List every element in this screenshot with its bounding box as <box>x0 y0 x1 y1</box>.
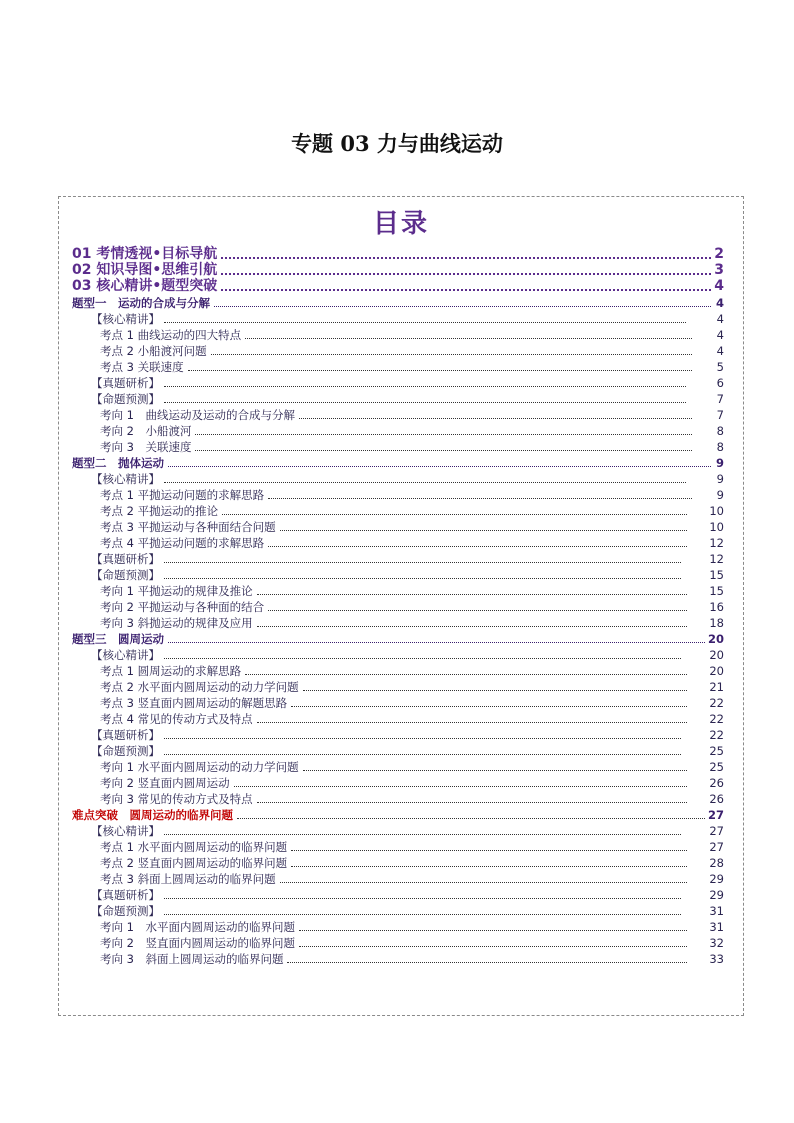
toc-entry-page: 16 <box>709 600 724 614</box>
toc-entry-label: 考向 2 竖直面内圆周运动的临界问题 <box>100 936 295 950</box>
toc-entry[interactable] <box>72 742 724 758</box>
toc-entry-label: 考点 2 水平面内圆周运动的动力学问题 <box>100 680 299 694</box>
toc-entry-page: 7 <box>716 392 724 406</box>
toc-entry[interactable] <box>72 342 724 358</box>
toc-entry-label: 考点 1 圆周运动的求解思路 <box>100 664 242 678</box>
toc-dot-leader <box>211 354 692 355</box>
toc-entry-label: 考点 2 小船渡河问题 <box>100 344 207 358</box>
toc-entry-label: 考向 3 斜抛运动的规律及应用 <box>100 616 253 630</box>
toc-entry-page: 27 <box>709 824 724 838</box>
toc-entry-page: 31 <box>709 920 724 934</box>
toc-entry-label: 题型一 运动的合成与分解 <box>72 296 210 310</box>
toc-entry[interactable] <box>72 598 724 614</box>
toc-entry-page: 8 <box>716 440 724 454</box>
toc-entry[interactable] <box>72 918 724 934</box>
toc-entry-page: 28 <box>709 856 724 870</box>
toc-dot-leader <box>303 770 688 771</box>
toc-dot-leader <box>168 642 705 643</box>
toc-entry-label: 【核心精讲】 <box>91 648 160 662</box>
toc-entry[interactable] <box>72 630 724 646</box>
toc-entry-label: 【命题预测】 <box>91 904 160 918</box>
toc-entry[interactable] <box>72 790 724 806</box>
toc-entry-label: 考点 3 关联速度 <box>100 360 184 374</box>
toc-entry-label: 考点 2 平抛运动的推论 <box>100 504 219 518</box>
toc-dot-leader <box>237 818 705 819</box>
toc-dot-leader <box>268 610 687 611</box>
toc-entry[interactable] <box>72 726 724 742</box>
toc-dot-leader <box>164 898 681 899</box>
toc-entry-page: 32 <box>709 936 724 950</box>
toc-entry-page: 4 <box>714 278 724 294</box>
toc-entry-label: 难点突破 圆周运动的临界问题 <box>72 808 233 822</box>
toc-entry-page: 2 <box>714 246 724 262</box>
toc-entry[interactable] <box>72 502 724 518</box>
toc-entry[interactable] <box>72 822 724 838</box>
toc-dot-leader <box>221 289 711 291</box>
toc-dot-leader <box>303 690 688 691</box>
toc-dot-leader <box>164 754 681 755</box>
toc-entry-page: 4 <box>716 344 724 358</box>
toc-entry[interactable] <box>72 422 724 438</box>
toc-entry[interactable] <box>72 486 724 502</box>
toc-entry-page: 20 <box>709 664 724 678</box>
toc-dot-leader <box>257 802 688 803</box>
document-title: 专题 03 力与曲线运动 <box>291 131 503 156</box>
toc-entry-page: 29 <box>709 888 724 902</box>
toc-dot-leader <box>245 674 687 675</box>
toc-entry[interactable] <box>72 294 724 310</box>
toc-entry[interactable] <box>72 278 724 294</box>
toc-entry[interactable] <box>72 582 724 598</box>
toc-entry-label: 考点 4 常见的传动方式及特点 <box>100 712 253 726</box>
toc-entry-page: 3 <box>714 262 724 278</box>
toc-entry-page: 20 <box>709 648 724 662</box>
toc-entry-label: 考点 2 竖直面内圆周运动的临界问题 <box>100 856 288 870</box>
toc-entry-page: 22 <box>709 728 724 742</box>
toc-entry-page: 25 <box>709 760 724 774</box>
toc-entry[interactable] <box>72 566 724 582</box>
toc-entry[interactable] <box>72 646 724 662</box>
toc-dot-leader <box>164 386 686 387</box>
toc-entry-label: 考点 1 水平面内圆周运动的临界问题 <box>100 840 288 854</box>
toc-entry-page: 21 <box>709 680 724 694</box>
toc-entry-page: 29 <box>709 872 724 886</box>
toc-entry[interactable] <box>72 806 724 822</box>
toc-entry[interactable] <box>72 326 724 342</box>
toc-entry-page: 9 <box>715 456 724 470</box>
toc-entry-page: 27 <box>707 808 724 822</box>
toc-dot-leader <box>291 866 687 867</box>
toc-entry[interactable] <box>72 358 724 374</box>
toc-entry-page: 4 <box>715 296 724 310</box>
toc-entry-label: 【核心精讲】 <box>91 824 160 838</box>
toc-entry-label: 01 考情透视•目标导航 <box>72 246 218 262</box>
toc-dot-leader <box>222 514 687 515</box>
toc-entry-label: 【核心精讲】 <box>91 472 160 486</box>
toc-entry[interactable] <box>72 438 724 454</box>
toc-entry-page: 12 <box>709 552 724 566</box>
toc-dot-leader <box>214 306 711 307</box>
toc-dot-leader <box>245 338 692 339</box>
toc-entry-page: 8 <box>716 424 724 438</box>
toc-dot-leader <box>299 930 687 931</box>
toc-entry-label: 【真题研析】 <box>91 376 160 390</box>
toc-entry-label: 考向 2 平抛运动与各种面的结合 <box>100 600 265 614</box>
toc-entry-label: 考向 1 平抛运动的规律及推论 <box>100 584 253 598</box>
toc-dot-leader <box>268 498 692 499</box>
toc-dot-leader <box>268 546 687 547</box>
toc-entry-label: 题型二 抛体运动 <box>72 456 164 470</box>
toc-entry-label: 考向 1 曲线运动及运动的合成与分解 <box>100 408 295 422</box>
toc-heading: 目录 <box>372 209 429 239</box>
toc-dot-leader <box>164 738 681 739</box>
toc-entry[interactable] <box>72 614 724 630</box>
toc-entry-label: 题型三 圆周运动 <box>72 632 164 646</box>
toc-dot-leader <box>164 402 686 403</box>
toc-dot-leader <box>195 434 692 435</box>
toc-entry-label: 【核心精讲】 <box>91 312 160 326</box>
toc-entry-page: 26 <box>709 776 724 790</box>
toc-entry-label: 考点 3 竖直面内圆周运动的解题思路 <box>100 696 288 710</box>
toc-container <box>58 196 744 1016</box>
toc-entry-page: 10 <box>709 504 724 518</box>
toc-entry-page: 7 <box>716 408 724 422</box>
toc-dot-leader <box>164 914 681 915</box>
toc-entry-label: 考向 3 斜面上圆周运动的临界问题 <box>100 952 284 966</box>
toc-entry-page: 27 <box>709 840 724 854</box>
toc-entry[interactable] <box>72 262 724 278</box>
toc-dot-leader <box>164 482 686 483</box>
toc-entry[interactable] <box>72 550 724 566</box>
toc-entry-label: 考向 3 关联速度 <box>100 440 192 454</box>
toc-entry-page: 5 <box>716 360 724 374</box>
toc-entry-page: 4 <box>716 328 724 342</box>
toc-entry[interactable] <box>72 758 724 774</box>
toc-entry-page: 22 <box>709 696 724 710</box>
toc-entry[interactable] <box>72 694 724 710</box>
toc-dot-leader <box>164 562 681 563</box>
toc-dot-leader <box>299 946 687 947</box>
toc-dot-leader <box>164 834 681 835</box>
toc-entry[interactable] <box>72 902 724 918</box>
toc-entry[interactable] <box>72 774 724 790</box>
toc-entry-label: 02 知识导图•思维引航 <box>72 262 218 278</box>
toc-entry-label: 考向 1 水平面内圆周运动的动力学问题 <box>100 760 299 774</box>
toc-dot-leader <box>291 850 687 851</box>
toc-dot-leader <box>299 418 692 419</box>
toc-entry[interactable] <box>72 454 724 470</box>
toc-entry[interactable] <box>72 710 724 726</box>
toc-entry-label: 考点 4 平抛运动问题的求解思路 <box>100 536 265 550</box>
toc-dot-leader <box>164 578 681 579</box>
toc-entry[interactable] <box>72 854 724 870</box>
toc-entry-page: 20 <box>707 632 724 646</box>
toc-entry-page: 4 <box>716 312 724 326</box>
toc-entry-page: 15 <box>709 568 724 582</box>
toc-entry-page: 15 <box>709 584 724 598</box>
toc-dot-leader <box>234 786 688 787</box>
toc-entry-page: 9 <box>716 472 724 486</box>
toc-entry[interactable] <box>72 534 724 550</box>
toc-entry-label: 考向 2 小船渡河 <box>100 424 192 438</box>
toc-entry-page: 25 <box>709 744 724 758</box>
toc-entry[interactable] <box>72 518 724 534</box>
toc-entry-page: 22 <box>709 712 724 726</box>
toc-dot-leader <box>257 594 688 595</box>
toc-entry[interactable] <box>72 390 724 406</box>
toc-entry[interactable] <box>72 470 724 486</box>
toc-dot-leader <box>221 257 711 259</box>
toc-dot-leader <box>280 882 688 883</box>
toc-entry[interactable] <box>72 950 724 966</box>
toc-entry-label: 【命题预测】 <box>91 568 160 582</box>
toc-entry-page: 26 <box>709 792 724 806</box>
toc-entry[interactable] <box>72 246 724 262</box>
toc-entry-label: 【命题预测】 <box>91 744 160 758</box>
toc-entry-label: 考向 1 水平面内圆周运动的临界问题 <box>100 920 295 934</box>
toc-entry[interactable] <box>72 886 724 902</box>
toc-entry[interactable] <box>72 310 724 326</box>
toc-entry[interactable] <box>72 870 724 886</box>
toc-dot-leader <box>257 626 688 627</box>
toc-entry[interactable] <box>72 406 724 422</box>
toc-entry[interactable] <box>72 374 724 390</box>
toc-entry[interactable] <box>72 838 724 854</box>
toc-dot-leader <box>164 322 686 323</box>
toc-dot-leader <box>257 722 688 723</box>
toc-dot-leader <box>195 450 692 451</box>
toc-entry[interactable] <box>72 662 724 678</box>
toc-entry-page: 18 <box>709 616 724 630</box>
toc-entry-label: 03 核心精讲•题型突破 <box>72 278 218 294</box>
toc-list <box>72 246 724 966</box>
toc-entry-label: 【命题预测】 <box>91 392 160 406</box>
toc-entry-label: 【真题研析】 <box>91 888 160 902</box>
toc-dot-leader <box>287 962 687 963</box>
toc-entry-label: 考向 2 竖直面内圆周运动 <box>100 776 230 790</box>
toc-entry-page: 12 <box>709 536 724 550</box>
toc-entry-label: 考点 3 平抛运动与各种面结合问题 <box>100 520 276 534</box>
toc-entry-page: 9 <box>716 488 724 502</box>
toc-entry-page: 31 <box>709 904 724 918</box>
toc-entry-label: 【真题研析】 <box>91 728 160 742</box>
toc-dot-leader <box>164 658 681 659</box>
toc-dot-leader <box>291 706 687 707</box>
toc-entry[interactable] <box>72 678 724 694</box>
toc-entry-label: 考点 3 斜面上圆周运动的临界问题 <box>100 872 276 886</box>
toc-entry-page: 6 <box>716 376 724 390</box>
toc-entry-label: 【真题研析】 <box>91 552 160 566</box>
toc-dot-leader <box>221 273 711 275</box>
toc-dot-leader <box>168 466 711 467</box>
toc-entry-page: 10 <box>709 520 724 534</box>
toc-entry[interactable] <box>72 934 724 950</box>
toc-entry-label: 考点 1 平抛运动问题的求解思路 <box>100 488 265 502</box>
toc-entry-label: 考向 3 常见的传动方式及特点 <box>100 792 253 806</box>
toc-entry-page: 33 <box>709 952 724 966</box>
toc-entry-label: 考点 1 曲线运动的四大特点 <box>100 328 242 342</box>
toc-dot-leader <box>188 370 692 371</box>
toc-dot-leader <box>280 530 688 531</box>
